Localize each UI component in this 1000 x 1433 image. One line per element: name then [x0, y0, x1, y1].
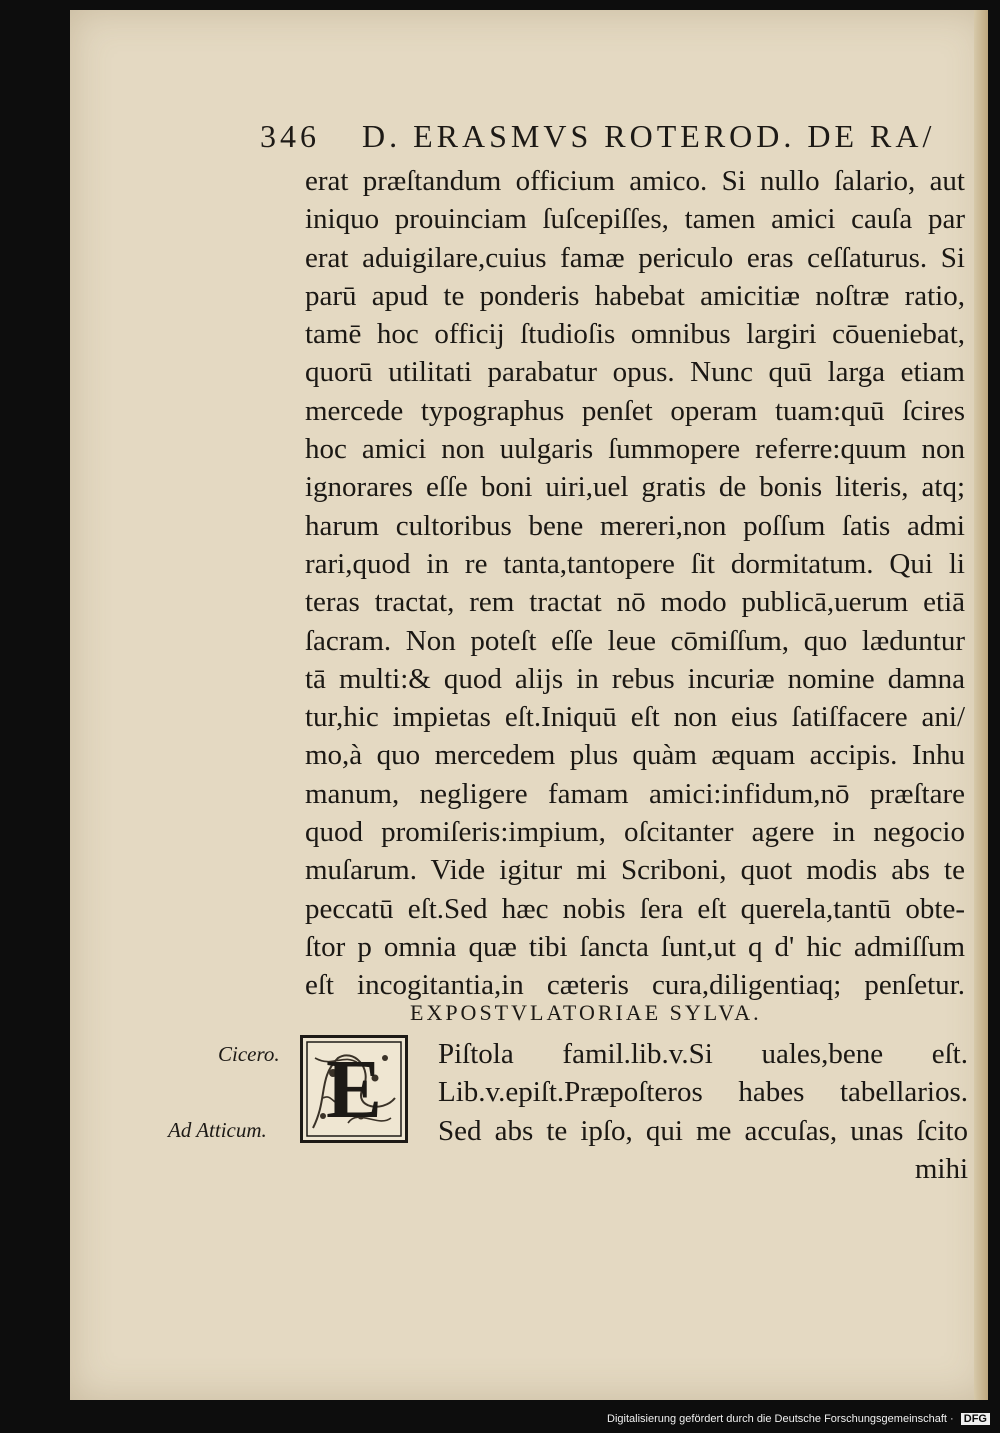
section-heading: EXPOSTVLATORIAE SYLVA.	[410, 1000, 762, 1025]
text-line: mercede typographus penſet operam tuam:quū ſcires	[305, 394, 965, 427]
text-line: Lib.v.epiſt.Præpoſteros habes tabellarios.	[438, 1076, 968, 1109]
margin-note-cicero: Cicero.	[218, 1042, 280, 1066]
running-title: D. ERASMVS ROTEROD. DE RA/	[362, 118, 936, 154]
text-line: quorū utilitati parabatur opus. Nunc quū larga etiam	[305, 356, 965, 389]
page-number: 346	[260, 118, 320, 154]
text-line: ſtor p omnia quæ tibi ſancta ſunt,ut q d' hic admiſſum	[305, 930, 965, 963]
text-line: eſt incogitantia,in cæteris cura,diligentiaq; penſetur.	[305, 969, 965, 1002]
running-header	[260, 118, 970, 155]
text-line: peccatū eſt.Sed hæc nobis ſera eſt querela,tantū obte-	[305, 892, 965, 925]
dfg-logo: DFG	[961, 1413, 990, 1425]
credit-text: Digitalisierung gefördert durch die Deutsche Forschungsgemeinschaft ·	[607, 1413, 954, 1425]
text-line: ignorares eſſe boni uiri,uel gratis de bonis literis, atq;	[305, 471, 965, 504]
text-line: manum, negligere famam amici:infidum,nō præſtare	[305, 777, 965, 810]
body-text	[305, 162, 965, 1005]
text-line: teras tractat, rem tractat nō modo publicā,uerum etiā	[305, 586, 965, 619]
text-line: quod promiſeris:impium, oſcitanter agere in negocio	[305, 816, 965, 849]
margin-note-ad-atticum: Ad Atticum.	[168, 1118, 267, 1142]
epistola-text	[438, 1035, 968, 1188]
text-line: mo,à quo mercedem plus quàm æquam accipis. Inhu	[305, 739, 965, 772]
text-line: Sed abs te ipſo, qui me accuſas, unas ſcito	[438, 1114, 968, 1147]
catchword: mihi	[914, 1152, 968, 1185]
text-line: tamē hoc officij ſtudioſis omnibus largiri cōueniebat,	[305, 318, 965, 351]
text-line: tur,hic impietas eſt.Iniquū eſt non eius ſatiſfacere ani/	[305, 701, 965, 734]
text-line: Piſtola famil.lib.v.Si uales,bene eſt.	[438, 1038, 968, 1070]
text-line: erat præſtandum officium amico. Si nullo ſalario, aut	[305, 165, 965, 197]
text-line: rari,quod in re tanta,tantopere ſit dormitatum. Qui li	[305, 547, 965, 580]
text-line: hoc amici non uulgaris ſummopere referre:quum non	[305, 433, 965, 466]
text-line: iniquo prouinciam ſuſcepiſſes, tamen amici cauſa par	[305, 203, 965, 236]
digitization-credit	[607, 1413, 990, 1425]
book-page	[70, 10, 988, 1400]
text-line: muſarum. Vide igitur mi Scriboni, quot modis abs te	[305, 854, 965, 887]
text-line: ſacram. Non poteſt eſſe leue cōmiſſum, quo læduntur	[305, 624, 965, 657]
initial-letter: E	[325, 1042, 383, 1136]
page-edge	[974, 10, 988, 1400]
text-line: erat aduigilare,cuius famæ periculo eras ceſſaturus. Si	[305, 241, 965, 274]
decorated-initial	[300, 1035, 408, 1143]
text-line: harum cultoribus bene mereri,non poſſum ſatis admi	[305, 509, 965, 542]
text-line: parū apud te ponderis habebat amicitiæ noſtræ ratio,	[305, 279, 965, 312]
text-line: tā multi:& quod alijs in rebus incuriæ nomine damna	[305, 662, 965, 695]
